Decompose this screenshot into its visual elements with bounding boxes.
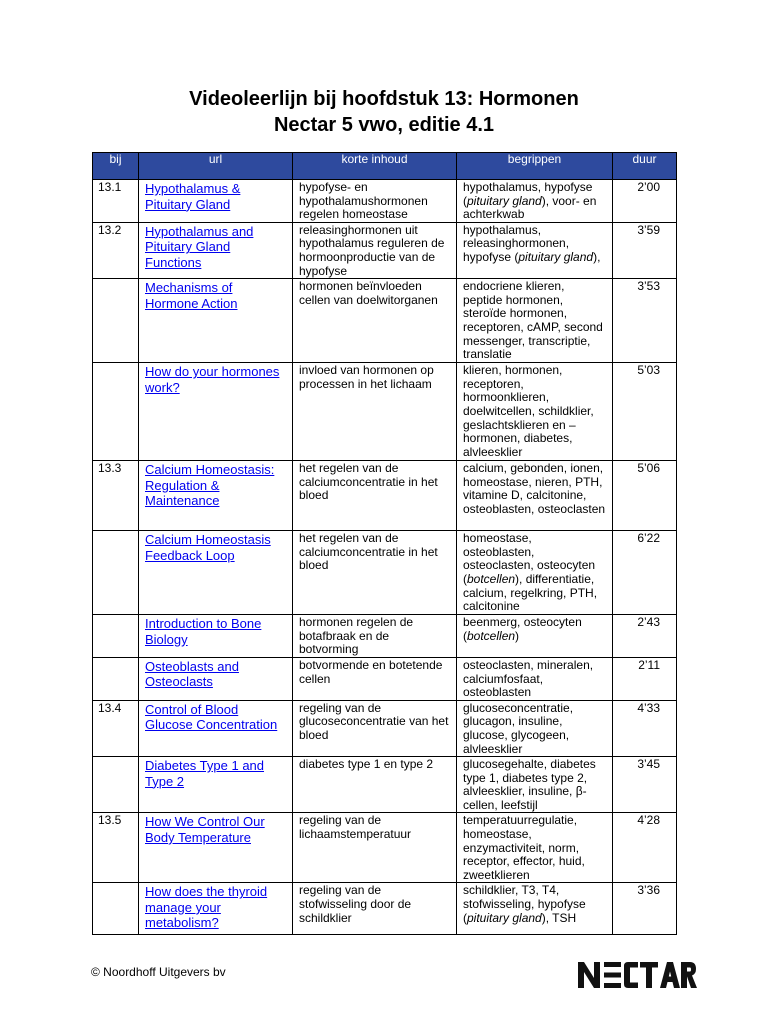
cell-url [139, 363, 293, 461]
video-link[interactable]: Calcium Homeostasis: Regulation & Maintenance [145, 462, 275, 509]
column-header-duur: duur [613, 153, 677, 180]
cell-bij [93, 757, 139, 813]
cell-korte-inhoud: botvormende en botetende cellen [293, 657, 457, 700]
cell-bij [93, 615, 139, 658]
cell-url [139, 180, 293, 223]
title-line-2: Nectar 5 vwo, editie 4.1 [273, 114, 495, 136]
cell-url [139, 279, 293, 363]
table-row [93, 883, 677, 935]
cell-korte-inhoud: diabetes type 1 en type 2 [293, 757, 457, 813]
cell-bij: 13.1 [93, 180, 139, 223]
video-link[interactable]: Introduction to Bone Biology [145, 616, 262, 647]
cell-duur: 6’22 [613, 531, 677, 615]
table-row [93, 615, 677, 658]
cell-begrippen: klieren, hormonen, receptoren, hormoonklieren, doelwitcellen, schildklier, geslachtsklieren en – hormonen, diabetes, alvleesklier [457, 363, 613, 461]
cell-bij [93, 883, 139, 935]
cell-begrippen: glucoseconcentratie, glucagon, insuline, glucose, glycogeen, alvleesklier [457, 700, 613, 756]
column-header-bij: bij [93, 153, 139, 180]
table-row [93, 222, 677, 278]
cell-bij: 13.3 [93, 461, 139, 531]
cell-url [139, 222, 293, 278]
cell-korte-inhoud: het regelen van de calciumconcentratie in het bloed [293, 461, 457, 531]
cell-bij: 13.5 [93, 813, 139, 883]
cell-korte-inhoud: het regelen van de calciumconcentratie in het bloed [293, 531, 457, 615]
video-link[interactable]: Calcium Homeostasis Feedback Loop [145, 532, 271, 563]
cell-korte-inhoud: hypofyse- en hypothalamushormonen regelen homeostase [293, 180, 457, 223]
cell-duur: 3’53 [613, 279, 677, 363]
cell-url [139, 757, 293, 813]
copyright-footer: © Noordhoff Uitgevers bv [91, 965, 226, 979]
cell-url [139, 461, 293, 531]
cell-bij [93, 363, 139, 461]
table-row [93, 531, 677, 615]
table-row [93, 363, 677, 461]
cell-url [139, 615, 293, 658]
column-header-url: url [139, 153, 293, 180]
cell-korte-inhoud: regeling van de lichaamstemperatuur [293, 813, 457, 883]
table-row [93, 657, 677, 700]
cell-begrippen: hypothalamus, hypofyse (pituitary gland), voor- en achterkwab [457, 180, 613, 223]
cell-begrippen: hypothalamus, releasinghormonen, hypofyse (pituitary gland), [457, 222, 613, 278]
table-row [93, 813, 677, 883]
cell-begrippen: temperatuurregulatie, homeostase, enzymactiviteit, norm, receptor, effector, huid, zweetklieren [457, 813, 613, 883]
cell-korte-inhoud: hormonen regelen de botafbraak en de botvorming [293, 615, 457, 658]
cell-begrippen: osteoclasten, mineralen, calciumfosfaat, osteoblasten [457, 657, 613, 700]
video-table [92, 152, 677, 935]
nectar-logo [576, 958, 698, 990]
cell-begrippen: homeostase, osteoblasten, osteoclasten, osteocyten (botcellen), differentiatie, calcium, regelkring, PTH, calcitonine [457, 531, 613, 615]
cell-duur: 2’00 [613, 180, 677, 223]
video-link[interactable]: Hypothalamus and Pituitary Gland Functions [145, 223, 254, 270]
cell-duur: 2’43 [613, 615, 677, 658]
video-link[interactable]: Hypothalamus & Pituitary Gland [145, 181, 241, 212]
cell-url [139, 700, 293, 756]
table-row [93, 180, 677, 223]
cell-korte-inhoud: regeling van de glucoseconcentratie van het bloed [293, 700, 457, 756]
cell-url [139, 657, 293, 700]
cell-bij [93, 279, 139, 363]
column-header-begrippen: begrippen [457, 153, 613, 180]
cell-korte-inhoud: hormonen beïnvloeden cellen van doelwitorganen [293, 279, 457, 363]
cell-korte-inhoud: regeling van de stofwisseling door de schildklier [293, 883, 457, 935]
video-link[interactable]: How We Control Our Body Temperature [145, 814, 265, 845]
cell-duur: 3’36 [613, 883, 677, 935]
cell-begrippen: beenmerg, osteocyten (botcellen) [457, 615, 613, 658]
cell-url [139, 813, 293, 883]
table-row [93, 461, 677, 531]
video-link[interactable]: Control of Blood Glucose Concentration [145, 701, 278, 733]
cell-duur: 3’45 [613, 757, 677, 813]
cell-duur: 5’03 [613, 363, 677, 461]
cell-bij: 13.2 [93, 222, 139, 278]
cell-begrippen: schildklier, T3, T4, stofwisseling, hypofyse (pituitary gland), TSH [457, 883, 613, 935]
video-link[interactable]: Osteoblasts and Osteoclasts [145, 658, 239, 690]
cell-bij: 13.4 [93, 700, 139, 756]
cell-url [139, 883, 293, 935]
cell-begrippen: glucosegehalte, diabetes type 1, diabetes type 2, alvleesklier, insuline, β-cellen, leefstijl [457, 757, 613, 813]
video-link[interactable]: How does the thyroid manage your metabolism? [145, 884, 268, 931]
video-link[interactable]: Mechanisms of Hormone Action [145, 280, 238, 311]
cell-bij [93, 657, 139, 700]
cell-duur: 4’28 [613, 813, 677, 883]
cell-duur: 3’59 [613, 222, 677, 278]
cell-bij [93, 531, 139, 615]
column-header-korte-inhoud: korte inhoud [293, 153, 457, 180]
cell-duur: 2’11 [613, 657, 677, 700]
cell-duur: 4’33 [613, 700, 677, 756]
cell-begrippen: endocriene klieren, peptide hormonen, steroïde hormonen, receptoren, cAMP, second messenger, transcriptie, translatie [457, 279, 613, 363]
cell-korte-inhoud: invloed van hormonen op processen in het lichaam [293, 363, 457, 461]
video-link[interactable]: How do your hormones work? [145, 364, 280, 395]
table-row [93, 700, 677, 756]
table-row [93, 757, 677, 813]
cell-duur: 5’06 [613, 461, 677, 531]
cell-url [139, 531, 293, 615]
cell-begrippen: calcium, gebonden, ionen, homeostase, nieren, PTH, vitamine D, calcitonine, osteoblasten, osteoclasten [457, 461, 613, 531]
table-header-row [93, 153, 677, 180]
cell-korte-inhoud: releasinghormonen uit hypothalamus reguleren de hormoonproductie van de hypofyse [293, 222, 457, 278]
title-line-1: Videoleerlijn bij hoofdstuk 13: Hormonen [189, 88, 579, 110]
video-link[interactable]: Diabetes Type 1 and Type 2 [145, 758, 265, 789]
table-row [93, 279, 677, 363]
document-title [0, 86, 768, 138]
